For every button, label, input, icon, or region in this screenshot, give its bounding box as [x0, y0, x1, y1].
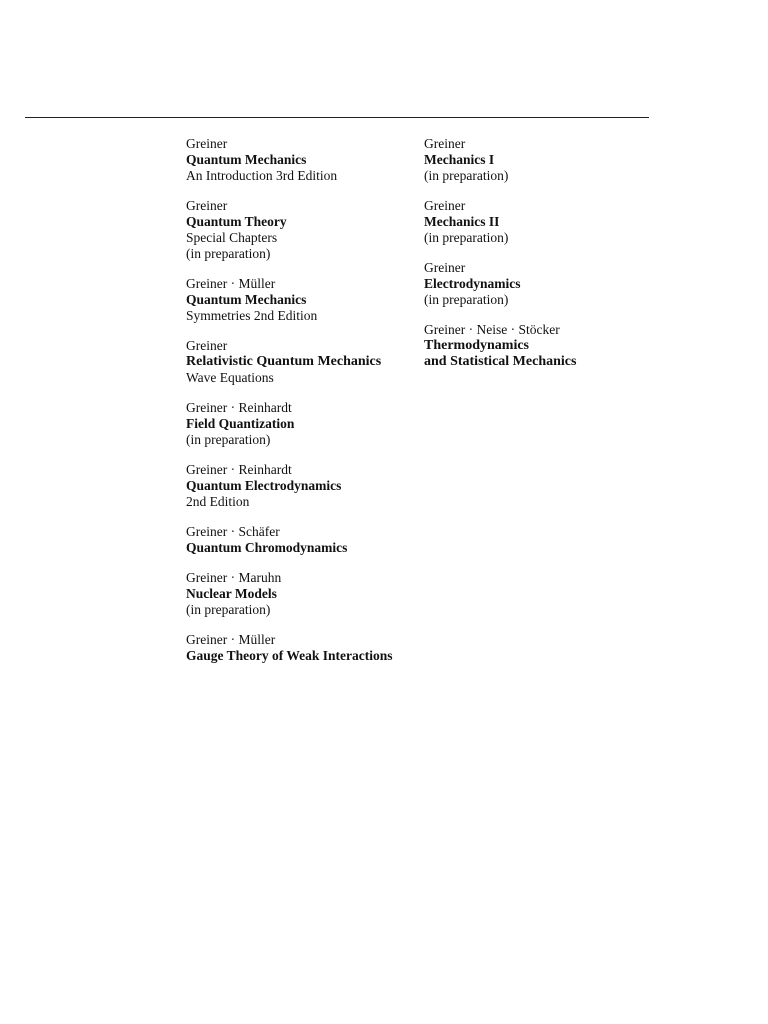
book-title: Field Quantization	[186, 416, 295, 431]
left-column	[186, 136, 393, 678]
book-subtitle: (in preparation)	[424, 230, 509, 245]
book-title: Quantum Chromodynamics	[186, 540, 348, 555]
book-authors: Greiner · Reinhardt	[186, 462, 292, 477]
book-subtitle: 2nd Edition	[186, 494, 250, 509]
book-title: Electrodynamics	[424, 276, 521, 291]
book-title: and Statistical Mechanics	[424, 354, 577, 369]
book-entry	[186, 400, 393, 448]
book-entry	[186, 198, 393, 262]
book-title: Thermodynamics	[424, 338, 529, 353]
book-authors: Greiner	[424, 260, 466, 275]
book-entry	[424, 136, 576, 184]
book-title: Nuclear Models	[186, 586, 277, 601]
book-authors: Greiner · Reinhardt	[186, 400, 292, 415]
book-authors: Greiner · Müller	[186, 276, 276, 291]
book-subtitle: (in preparation)	[186, 246, 271, 261]
book-authors: Greiner · Neise · Stöcker	[424, 322, 560, 337]
book-entry	[424, 260, 576, 308]
book-authors: Greiner · Maruhn	[186, 570, 282, 585]
book-entry	[186, 462, 393, 510]
top-rule	[25, 117, 649, 118]
book-entry	[186, 632, 393, 664]
book-entry	[424, 198, 576, 246]
book-authors: Greiner · Schäfer	[186, 524, 280, 539]
book-entry	[186, 136, 393, 184]
book-subtitle: An Introduction 3rd Edition	[186, 168, 338, 183]
book-subtitle: (in preparation)	[424, 168, 509, 183]
book-subtitle: Symmetries 2nd Edition	[186, 308, 318, 323]
book-title: Relativistic Quantum Mechanics	[186, 354, 382, 369]
book-entry	[424, 322, 576, 370]
book-subtitle: (in preparation)	[186, 602, 271, 617]
book-title: Quantum Theory	[186, 214, 287, 229]
book-title: Quantum Electrodynamics	[186, 478, 342, 493]
book-entry	[186, 570, 393, 618]
book-subtitle: (in preparation)	[424, 292, 509, 307]
book-authors: Greiner · Müller	[186, 632, 276, 647]
book-authors: Greiner	[186, 338, 228, 353]
book-subtitle: Special Chapters	[186, 230, 278, 245]
book-title: Quantum Mechanics	[186, 292, 307, 307]
book-entry	[186, 338, 393, 386]
book-authors: Greiner	[186, 136, 228, 151]
book-subtitle: Wave Equations	[186, 370, 274, 385]
right-column	[424, 136, 576, 384]
book-authors: Greiner	[186, 198, 228, 213]
book-title: Mechanics II	[424, 214, 500, 229]
book-subtitle: (in preparation)	[186, 432, 271, 447]
book-title: Mechanics I	[424, 152, 495, 167]
book-title: Gauge Theory of Weak Interactions	[186, 648, 393, 663]
book-title: Quantum Mechanics	[186, 152, 307, 167]
book-authors: Greiner	[424, 136, 466, 151]
book-entry	[186, 276, 393, 324]
book-entry	[186, 524, 393, 556]
book-authors: Greiner	[424, 198, 466, 213]
